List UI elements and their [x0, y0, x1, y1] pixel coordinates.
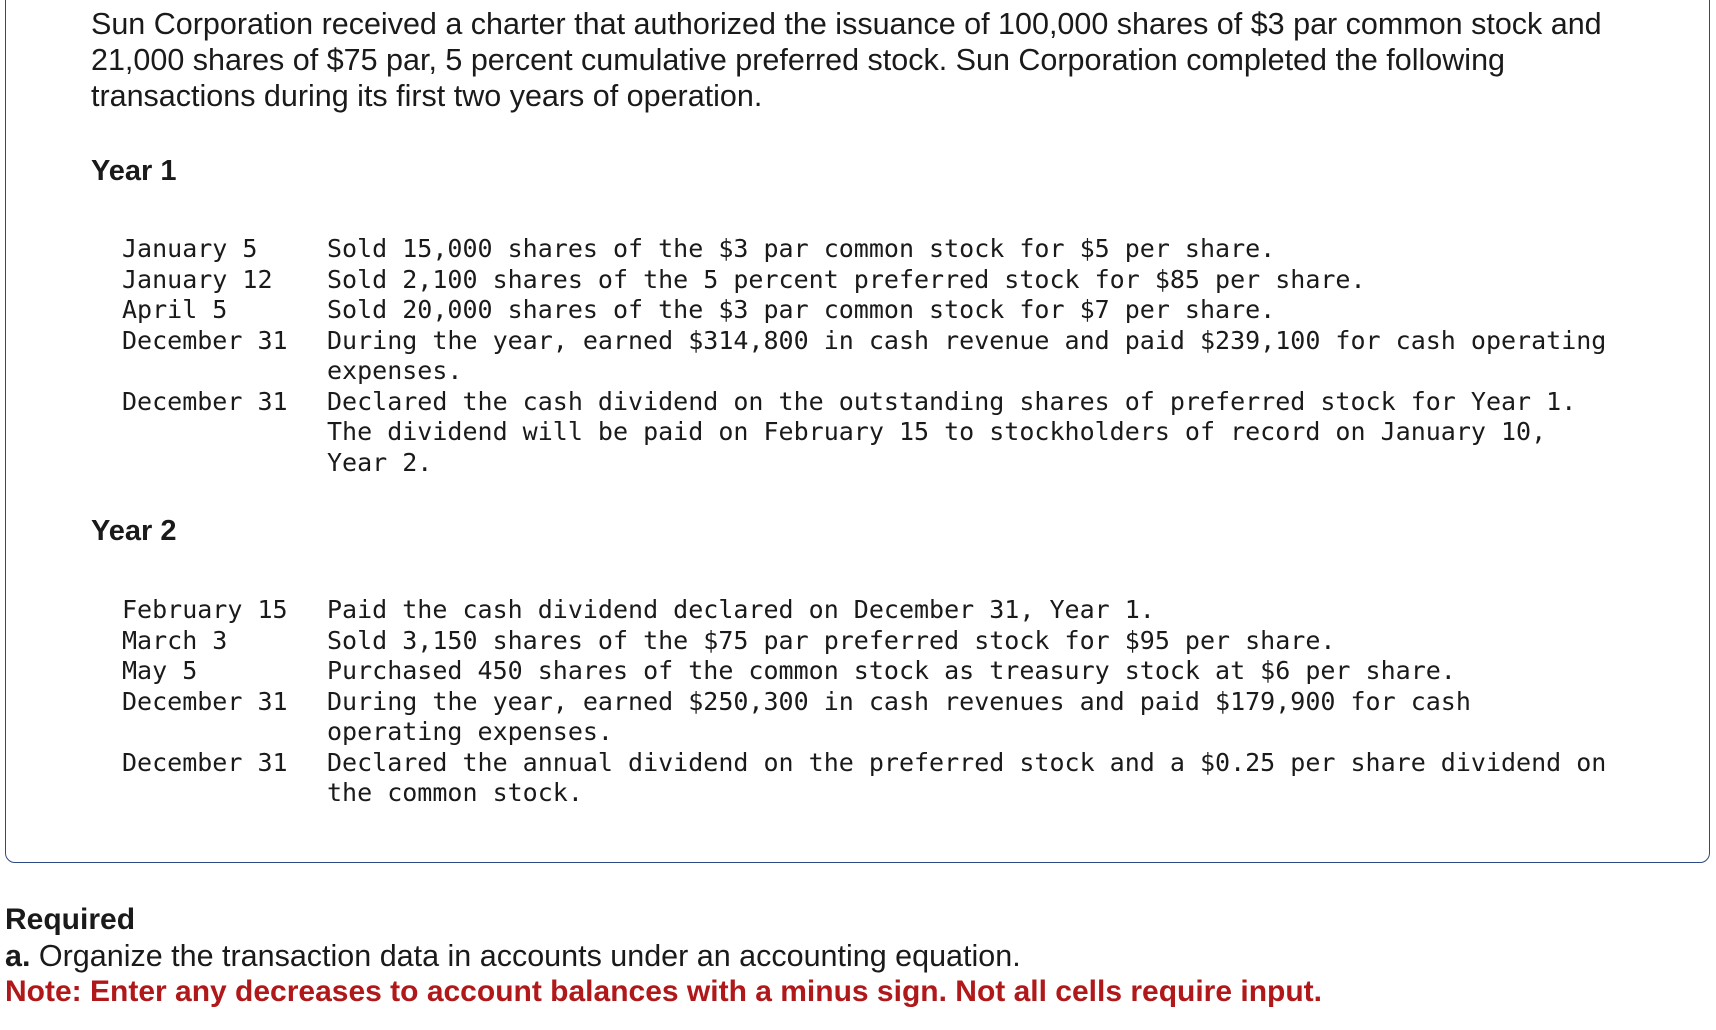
year2-heading: Year 2 — [91, 515, 177, 547]
transaction-row — [122, 748, 1712, 809]
transaction-date: May 5 — [122, 656, 198, 685]
transaction-date: December 31 — [122, 747, 288, 777]
year1-transaction-list — [122, 234, 1712, 478]
input-note: Note: Enter any decreases to account balances with a minus sign. Not all cells require input. — [5, 975, 1323, 1008]
transaction-row — [122, 687, 1712, 748]
transaction-date: January 12 — [122, 264, 273, 294]
transaction-row — [122, 234, 1712, 265]
transaction-description: Declared the annual dividend on the preferred stock and a $0.25 per share dividend on the common stock. — [327, 747, 1607, 807]
transaction-date: February 15 — [122, 595, 288, 624]
year1-heading: Year 1 — [91, 155, 177, 187]
transaction-description: Paid the cash dividend declared on December 31, Year 1. — [327, 595, 1155, 624]
transaction-description: During the year, earned $250,300 in cash revenues and paid $179,900 for cash operating expenses. — [327, 686, 1471, 746]
requirement-text: Organize the transaction data in accounts under an accounting equation. — [38, 939, 1021, 973]
transaction-row — [122, 595, 1712, 626]
transaction-row — [122, 265, 1712, 296]
year2-transaction-list — [122, 595, 1712, 809]
transaction-description: Sold 20,000 shares of the $3 par common stock for $7 per share. — [327, 295, 1276, 324]
required-section — [5, 902, 1705, 1010]
transaction-row — [122, 626, 1712, 657]
required-heading: Required — [5, 903, 136, 936]
transaction-date: January 5 — [122, 234, 258, 263]
transaction-description: Sold 2,100 shares of the 5 percent preferred stock for $85 per share. — [327, 264, 1366, 294]
requirement-a — [5, 938, 1705, 974]
transaction-date: December 31 — [122, 325, 288, 355]
transaction-description: Declared the cash dividend on the outstanding shares of preferred stock for Year 1. The dividend will be paid on February 15 to stockholders of record on January 10, Year 2. — [327, 386, 1577, 477]
transaction-row — [122, 387, 1712, 479]
transaction-description: During the year, earned $314,800 in cash revenue and paid $239,100 for cash operating expenses. — [327, 325, 1607, 385]
transaction-date: December 31 — [122, 386, 288, 416]
transaction-row — [122, 295, 1712, 326]
transaction-date: April 5 — [122, 295, 228, 324]
transaction-date: March 3 — [122, 625, 228, 655]
problem-intro: Sun Corporation received a charter that authorized the issuance of 100,000 shares of $3 par common stock and 21,000 shares of $75 par, 5 percent cumulative preferred stock. Sun Corporation completed the following transactions during its first two years of operation. — [91, 7, 1602, 113]
transaction-description: Sold 3,150 shares of the $75 par preferred stock for $95 per share. — [327, 625, 1336, 655]
transaction-description: Purchased 450 shares of the common stock as treasury stock at $6 per share. — [327, 656, 1456, 685]
transaction-row — [122, 326, 1712, 387]
transaction-row — [122, 656, 1712, 687]
transaction-description: Sold 15,000 shares of the $3 par common stock for $5 per share. — [327, 234, 1276, 263]
transaction-date: December 31 — [122, 686, 288, 716]
requirement-letter: a. — [5, 939, 31, 973]
